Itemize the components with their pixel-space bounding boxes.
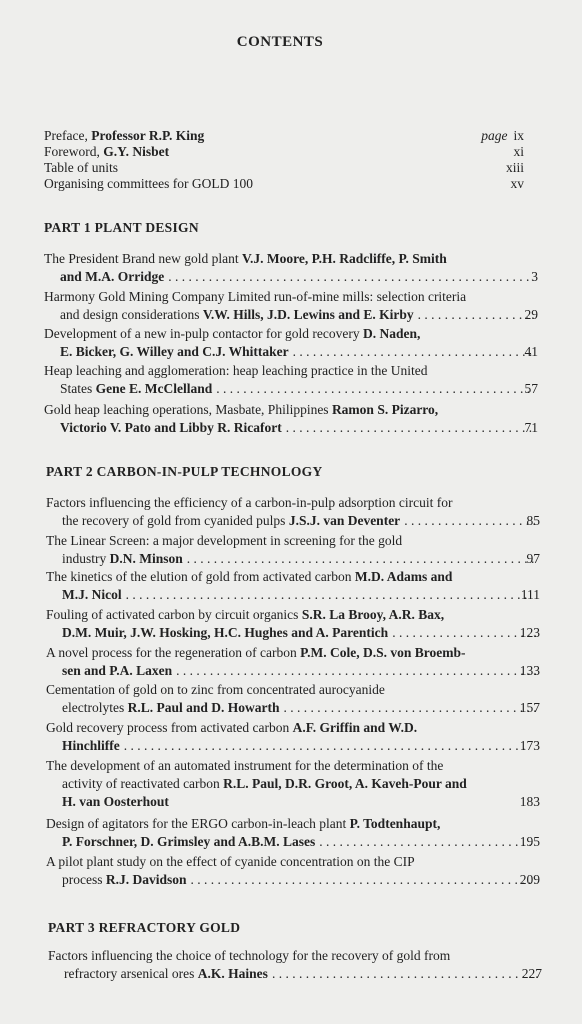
toc-entry [44, 325, 538, 361]
page-number: 3 [531, 269, 538, 284]
part-heading: PART 3 REFRACTORY GOLD [48, 920, 241, 935]
entry-author: D.M. Muir, J.W. Hosking, H.C. Hughes and A. Parentich [62, 625, 389, 640]
entry-title-cont: the recovery of gold from cyanided pulps [62, 513, 286, 528]
entry-author: Gene E. McClelland [95, 381, 213, 396]
toc-entry [46, 681, 540, 717]
entry-author: Hinchliffe [62, 738, 120, 753]
page-number: 85 [526, 513, 540, 528]
toc-entry [46, 494, 540, 530]
entry-author: P.M. Cole, D.S. von Broemb- [300, 645, 466, 660]
entry-title: Design of agitators for the ERGO carbon-in-leach plant [46, 816, 347, 831]
front-matter-label: Table of units [44, 160, 119, 175]
entry-author: J.S.J. van Deventer [288, 513, 401, 528]
part-heading: PART 2 CARBON-IN-PULP TECHNOLOGY [46, 464, 323, 479]
page-number: xi [513, 144, 524, 159]
entry-title: The development of an automated instrument for the determination of the [46, 758, 444, 773]
entry-author: Victorio V. Pato and Libby R. Ricafort [60, 420, 282, 435]
entry-author: sen and P.A. Laxen [62, 663, 173, 678]
page-number: 173 [519, 738, 540, 753]
front-matter-label: Foreword, [44, 144, 104, 159]
toc-entry [46, 719, 540, 755]
entry-title-cont: and design considerations [60, 307, 200, 322]
entry-author: D.N. Minson [109, 551, 183, 566]
entry-title: Cementation of gold on to zinc from concentrated aurocyanide [46, 682, 385, 697]
page-number: 57 [524, 381, 538, 396]
entry-author: M.J. Nicol [62, 587, 122, 602]
entry-title: The kinetics of the elution of gold from activated carbon [46, 569, 352, 584]
page-number: xiii [505, 160, 524, 175]
page-number: 195 [519, 834, 540, 849]
toc-entry [44, 250, 538, 286]
entry-author: R.L. Paul and D. Howarth [127, 700, 280, 715]
entry-author: A.F. Griffin and W.D. [292, 720, 418, 735]
entry-author: M.D. Adams and [354, 569, 453, 584]
entry-title-cont: process [62, 872, 103, 887]
front-matter-author: Professor R.P. King [91, 128, 205, 143]
front-matter-item [44, 176, 524, 192]
front-matter-label: Organising committees for GOLD 100 [44, 176, 253, 191]
entry-title: Gold heap leaching operations, Masbate, Philippines [44, 402, 329, 417]
entry-author: P. Forschner, D. Grimsley and A.B.M. Lases [62, 834, 316, 849]
entry-title: Gold recovery process from activated carbon [46, 720, 290, 735]
entry-title: Factors influencing the efficiency of a carbon-in-pulp adsorption circuit for [46, 495, 453, 510]
page-number: ix [513, 128, 524, 143]
entry-author: Ramon S. Pizarro, [331, 402, 439, 417]
toc-entry [46, 568, 540, 604]
leader-dots [124, 737, 536, 755]
page-number: 227 [521, 966, 542, 981]
part-heading: PART 1 PLANT DESIGN [44, 220, 199, 235]
entry-author: R.L. Paul, D.R. Groot, A. Kaveh-Pour and [223, 776, 467, 791]
entry-title: Fouling of activated carbon by circuit organics [46, 607, 299, 622]
front-matter-item [44, 144, 524, 160]
leader-dots [176, 662, 536, 680]
page-prefix: page [481, 128, 508, 143]
entry-author: A.K. Haines [197, 966, 268, 981]
page-number: 111 [520, 587, 540, 602]
toc-entry [46, 853, 540, 889]
toc-entry [46, 815, 540, 851]
page-number: 29 [524, 307, 538, 322]
page-number: 133 [519, 663, 540, 678]
entry-title: Harmony Gold Mining Company Limited run-of-mine mills: selection criteria [44, 289, 467, 304]
entry-author: V.W. Hills, J.D. Lewins and E. Kirby [202, 307, 414, 322]
entry-author: V.J. Moore, P.H. Radcliffe, P. Smith [241, 251, 447, 266]
front-matter-item [44, 128, 524, 144]
toc-entry [46, 644, 540, 680]
page-number: 157 [519, 700, 540, 715]
page-number: 209 [519, 872, 540, 887]
toc-entry [46, 532, 540, 568]
entry-author: and M.A. Orridge [60, 269, 165, 284]
entry-author: P. Todtenhaupt, [349, 816, 441, 831]
page-number: 41 [524, 344, 538, 359]
entry-title: The President Brand new gold plant [44, 251, 239, 266]
toc-entry [46, 606, 540, 642]
page-number: 123 [519, 625, 540, 640]
toc-entry [44, 288, 538, 324]
entry-title: The Linear Screen: a major development in screening for the gold [46, 533, 403, 548]
leader-dots [126, 586, 536, 604]
leader-dots [284, 699, 536, 717]
toc-entry [48, 947, 542, 983]
entry-title-cont: activity of reactivated carbon [62, 776, 220, 791]
entry-title-cont: refractory arsenical ores [64, 966, 195, 981]
leader-dots [286, 419, 534, 437]
page-title: CONTENTS [236, 34, 324, 50]
entry-title: Heap leaching and agglomeration: heap leaching practice in the United [44, 363, 428, 378]
leader-dots [168, 268, 534, 286]
leader-dots [191, 871, 536, 889]
toc-entry [46, 757, 540, 811]
entry-title-cont: industry [62, 551, 107, 566]
entry-author: R.J. Davidson [105, 872, 187, 887]
entry-title-cont: States [60, 381, 93, 396]
toc-entry [44, 401, 538, 437]
entry-title-cont: electrolytes [62, 700, 125, 715]
page-number: 183 [519, 794, 540, 809]
page-number: 71 [524, 420, 538, 435]
entry-author: E. Bicker, G. Willey and C.J. Whittaker [60, 344, 289, 359]
front-matter-author: G.Y. Nisbet [103, 144, 170, 159]
entry-title: Factors influencing the choice of technology for the recovery of gold from [48, 948, 451, 963]
entry-author: S.R. La Brooy, A.R. Bax, [301, 607, 445, 622]
entry-title: A pilot plant study on the effect of cyanide concentration on the CIP [46, 854, 415, 869]
page-number: xv [510, 176, 524, 191]
leader-dots [272, 965, 538, 983]
front-matter-item [44, 160, 524, 176]
front-matter-label: Preface, [44, 128, 92, 143]
leader-dots [216, 380, 534, 398]
entry-title: Development of a new in-pulp contactor for gold recovery [44, 326, 360, 341]
page-number: 97 [526, 551, 540, 566]
leader-dots [187, 550, 536, 568]
entry-author: H. van Oosterhout [62, 794, 169, 809]
toc-entry [44, 362, 538, 398]
entry-author: D. Naden, [363, 326, 421, 341]
front-matter-list [44, 128, 524, 192]
entry-title: A novel process for the regeneration of carbon [46, 645, 297, 660]
